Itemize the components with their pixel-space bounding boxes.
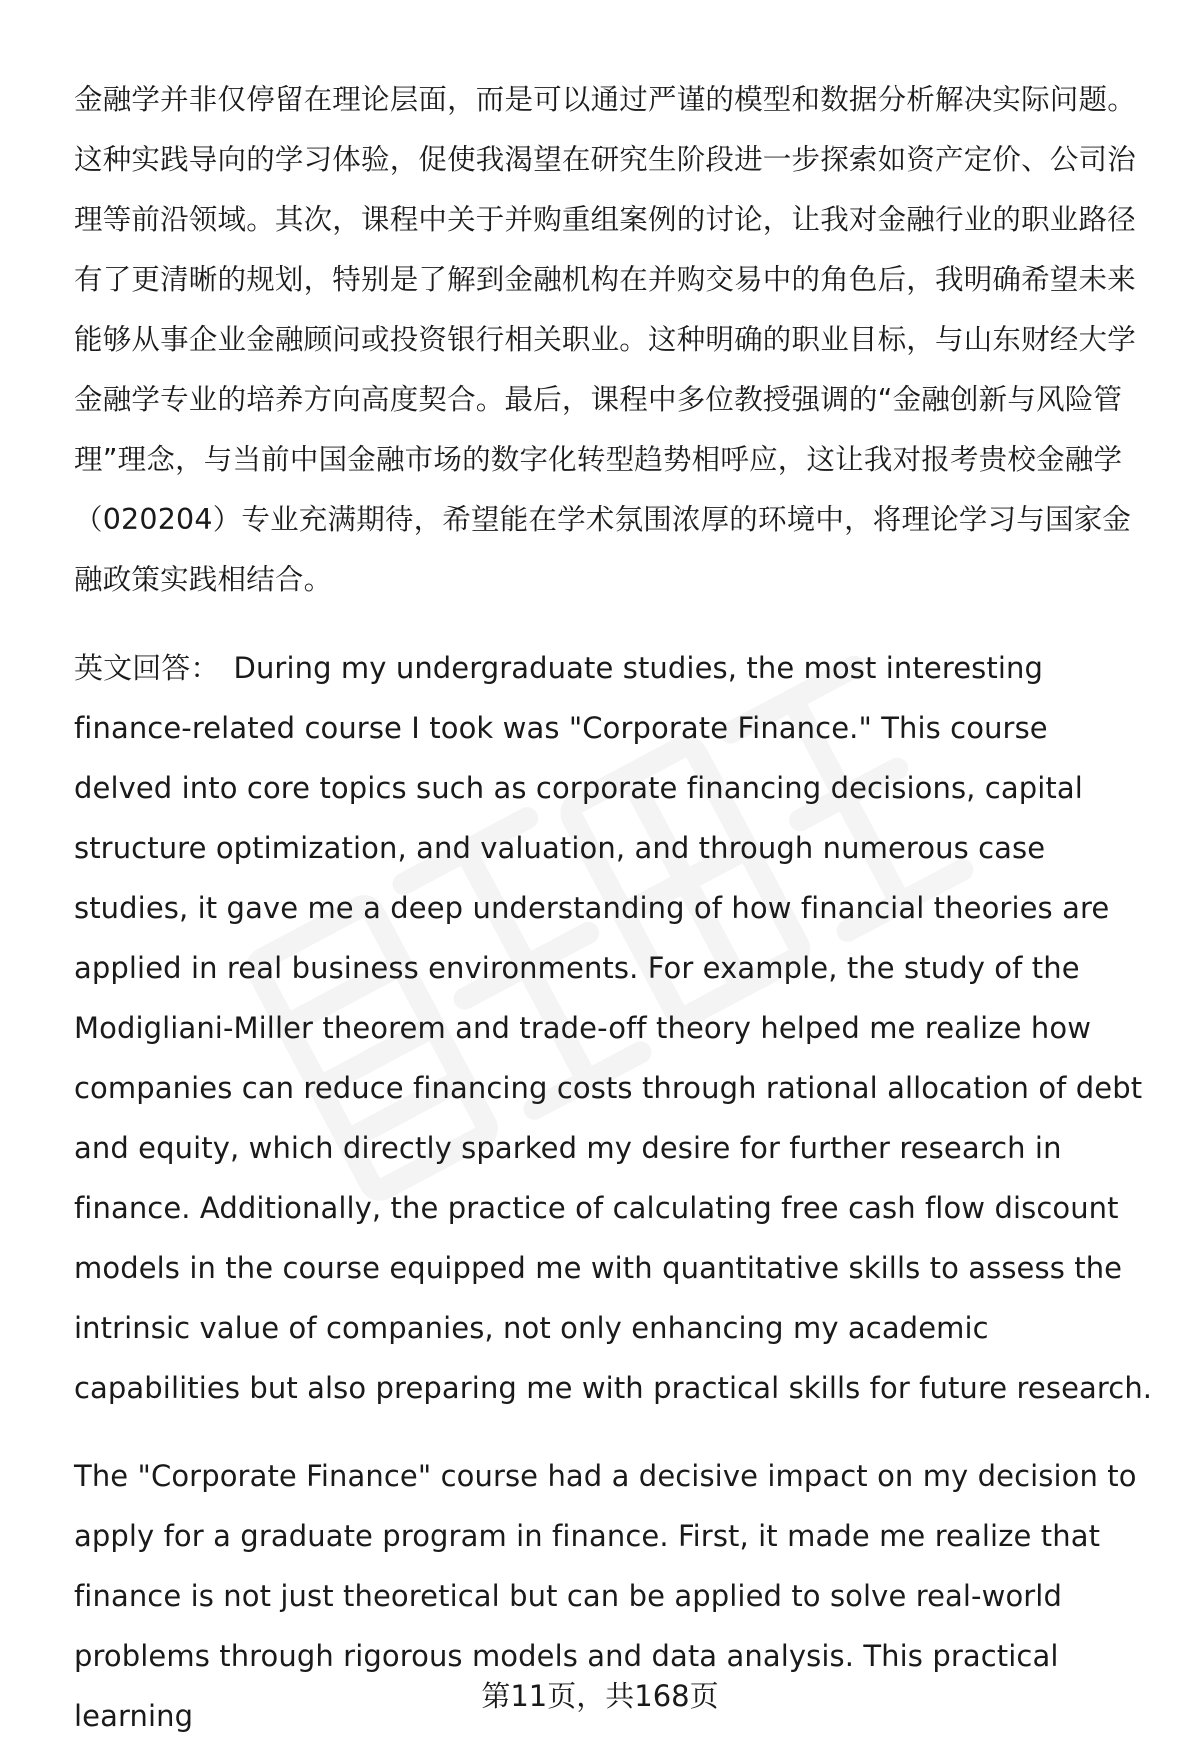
paragraph-chinese-continuation: 金融学并非仅停留在理论层面，而是可以通过严谨的模型和数据分析解决实际问题。这种实践导向的学习体验，促使我渴望在研究生阶段进一步探索如资产定价、公司治理等前沿领域。其次，课程中关于并购重组案例的讨论，让我对金融行业的职业路径有了更清晰的规划，特别是了解到金融机构在并购交易中的角色后，我明确希望未来能够从事企业金融顾问或投资银行相关职业。这种明确的职业目标，与山东财经大学金融学专业的培养方向高度契合。最后，课程中多位教授强调的“金融创新与风险管理”理念，与当前中国金融市场的数字化转型趋势相呼应，这让我对报考贵校金融学（020204）专业充满期待，希望能在学术氛围浓厚的环境中，将理论学习与国家金融政策实践相结合。 [74,83,1136,596]
answer-text: During my undergraduate studies, the most interesting finance-related course I took was "Corporate Finance." This course delved into core topics such as corporate financing decisions, capital structure optimization, and valuation, and through numerous case studies, it gave me a deep understanding of how financial theories are applied in real business environments. For example, the study of the Modigliani-Miller theorem and trade-off theory helped me realize how companies can reduce financing costs through rational allocation of debt and equity, which directly sparked my desire for further research in finance. Additionally, the practice of calculating free cash flow discount models in the course equipped me with quantitative skills to assess the intrinsic value of companies, not only enhancing my academic capabilities but also preparing me with practical skills for future research. [74,651,1153,1405]
paragraph-english-answer [74,638,1154,1418]
answer-label: 英文回答： [74,651,220,685]
document-body [74,70,1154,1746]
paragraph-english-continuation: The "Corporate Finance" course had a decisive impact on my decision to apply for a graduate program in finance. First, it made me realize that finance is not just theoretical but can be applied to solve real-world problems through rigorous models and data analysis. This practical learning [74,1459,1137,1733]
page-number: 第11页，共168页 [481,1679,719,1713]
